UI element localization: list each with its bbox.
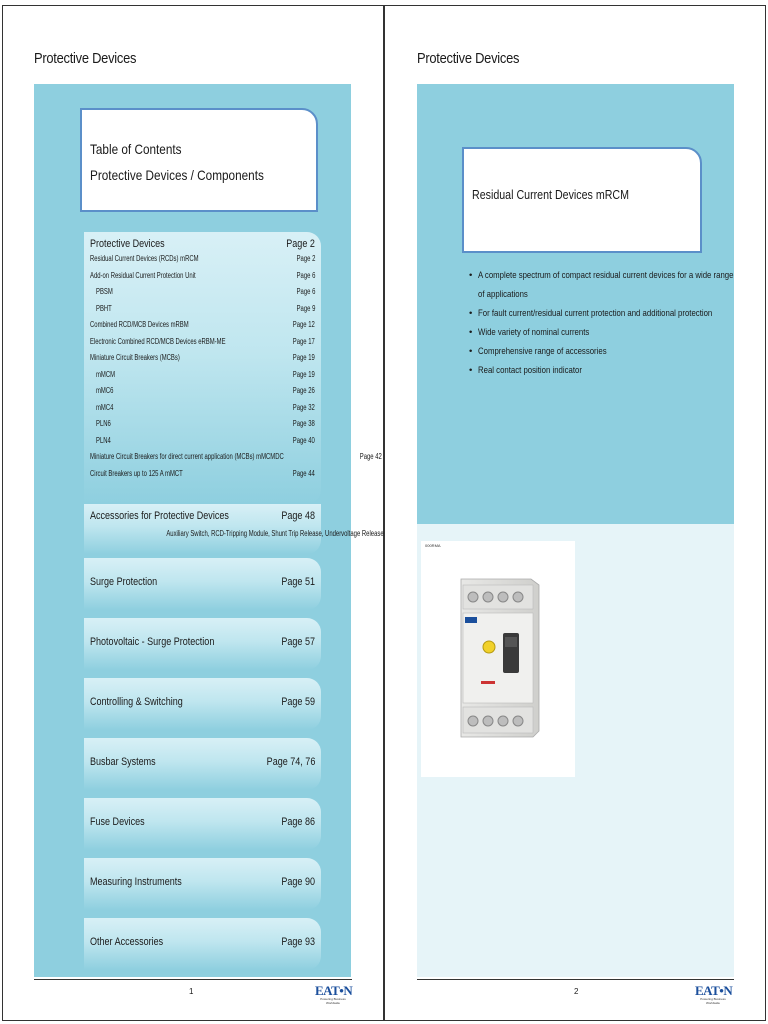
footer-rule: [417, 979, 734, 980]
toc-section-heading[interactable]: Measuring Instruments Page 90: [90, 876, 315, 888]
toc-section-heading[interactable]: Controlling & Switching Page 59: [90, 696, 315, 708]
product-title: Residual Current Devices mRCM: [472, 187, 629, 202]
toc-section: [84, 918, 321, 970]
photo-label: 000RMA: [425, 543, 441, 548]
toc-title-box: [80, 108, 318, 212]
toc-section-heading[interactable]: Photovoltaic - Surge Protection Page 57: [90, 636, 315, 648]
toc-section: [84, 858, 321, 910]
toc-entry[interactable]: Residual Current Devices (RCDs) mRCM Page 2: [90, 254, 315, 263]
toc-entry[interactable]: mMC4 Page 32: [96, 402, 315, 412]
feature-item: • Wide variety of nominal currents: [469, 323, 731, 342]
footer-rule: [34, 979, 352, 980]
toc-section: [84, 618, 321, 670]
toc-entry[interactable]: mMCM Page 19: [96, 369, 315, 379]
toc-section: [84, 558, 321, 610]
toc-entry[interactable]: Miniature Circuit Breakers (MCBs) Page 19: [90, 353, 315, 362]
feature-item: • Comprehensive range of accessories: [469, 342, 731, 361]
toc-section: [84, 678, 321, 730]
toc-section-heading[interactable]: Accessories for Protective Devices Page 48: [90, 510, 315, 522]
toc-section: [84, 738, 321, 790]
toc-section: [84, 798, 321, 850]
feature-item: • Real contact position indicator: [469, 361, 731, 380]
rcd-device-image: [421, 541, 575, 777]
toc-entry[interactable]: Miniature Circuit Breakers for direct current application (MCBs) mMCMDC Page 42: [90, 452, 382, 461]
toc-entry[interactable]: PLN4 Page 40: [96, 435, 315, 445]
feature-item: • A complete spectrum of compact residual current devices for a wide range of applications: [469, 266, 731, 304]
toc-section-heading[interactable]: Other Accessories Page 93: [90, 936, 315, 948]
feature-list: [469, 266, 734, 380]
product-title-box: [462, 147, 702, 253]
toc-panel: [34, 84, 384, 977]
intro-panel: [417, 84, 734, 524]
feature-item: • For fault current/residual current protection and additional protection: [469, 304, 731, 323]
toc-section-heading[interactable]: Surge Protection Page 51: [90, 576, 315, 588]
toc-section-heading[interactable]: Protective Devices Page 2: [90, 238, 315, 250]
toc-section-protective-devices: [84, 232, 382, 504]
toc-section-accessories: [84, 504, 384, 554]
toc-section-heading[interactable]: Fuse Devices Page 86: [90, 816, 315, 828]
toc-section-heading[interactable]: Busbar Systems Page 74, 76: [90, 756, 315, 768]
product-photo: [421, 541, 575, 777]
toc-title-line1: Table of Contents: [90, 141, 182, 157]
toc-entry[interactable]: mMC6 Page 26: [96, 386, 315, 395]
page-number: 1: [189, 987, 194, 996]
toc-entry[interactable]: Circuit Breakers up to 125 A mMCT Page 44: [90, 468, 315, 478]
toc-entry[interactable]: Electronic Combined RCD/MCB Devices eRBM-ME Page 17: [90, 336, 315, 346]
toc-entry[interactable]: Add-on Residual Current Protection Unit Page 6: [90, 270, 315, 280]
page-1: [2, 5, 384, 1021]
toc-entry[interactable]: PBSM Page 6: [96, 287, 315, 296]
toc-entry[interactable]: Combined RCD/MCB Devices mRBM Page 12: [90, 320, 315, 329]
eaton-logo: EAT•N Powering Business Worldwide: [315, 983, 353, 1005]
toc-accessories-sub: Auxiliary Switch, RCD-Tripping Module, Shunt Trip Release, Undervoltage Release: [166, 529, 384, 538]
eaton-logo: EAT•N Powering Business Worldwide: [695, 983, 733, 1005]
toc-entry[interactable]: PLN6 Page 38: [96, 419, 315, 428]
page-title: Protective Devices: [417, 50, 520, 67]
toc-title-line2: Protective Devices / Components: [90, 167, 264, 183]
page-title: Protective Devices: [34, 50, 137, 67]
page-number: 2: [574, 987, 579, 996]
toc-entry[interactable]: PBHT Page 9: [96, 303, 315, 313]
page-2: [384, 5, 766, 1021]
